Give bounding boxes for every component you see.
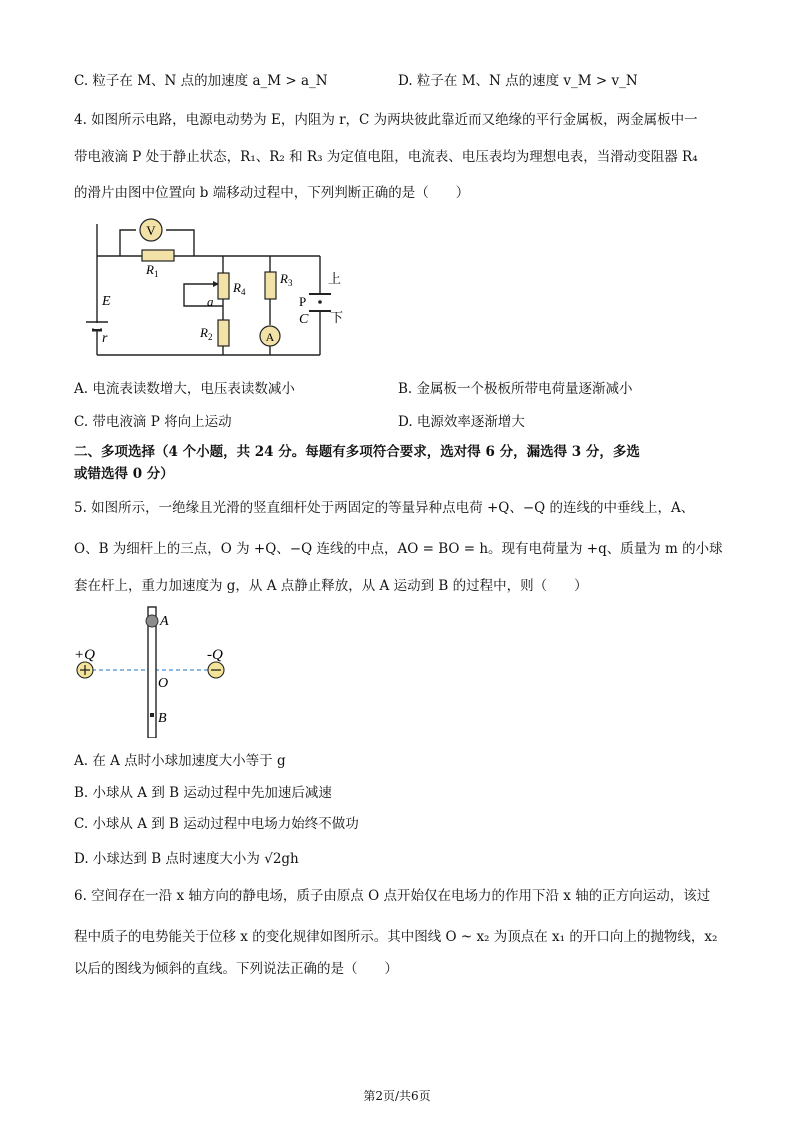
ammeter-label: A [265, 330, 275, 344]
q3-option-d: D. 粒子在 M、N 点的速度 v_M > v_N [398, 73, 638, 89]
internal-resistance-label: r [102, 331, 108, 346]
page-number-footer: 第2页/共6页 [363, 1089, 431, 1103]
upper-plate-label: 上 [328, 271, 342, 286]
r2-resistor [218, 320, 229, 346]
q5-option-b: B. 小球从 A 到 B 运动过程中先加速后减速 [74, 785, 332, 801]
lower-plate-label: 下 [330, 310, 344, 325]
droplet-p [318, 300, 322, 304]
minus-q-label: -Q [207, 647, 223, 663]
q5-option-a: A. 在 A 点时小球加速度大小等于 g [74, 753, 286, 769]
point-b-label: B [158, 711, 167, 726]
q4-option-a: A. 电流表读数增大，电压表读数减小 [74, 381, 295, 397]
q6-stem-line1: 6. 空间存在一沿 x 轴方向的静电场，质子由原点 O 点开始仅在电场力的作用下沿 x 轴的正方向运动，该过 [74, 888, 711, 904]
r2-label: $R_2$ [200, 325, 213, 342]
q5-option-c: C. 小球从 A 到 B 运动过程中电场力始终不做功 [74, 816, 359, 832]
r3-resistor [265, 272, 276, 299]
q5-stem-line3: 套在杆上，重力加速度为 g，从 A 点静止释放，从 A 运动到 B 的过程中，则（ ） [74, 578, 588, 594]
q4-stem-line1: 4. 如图所示电路，电源电动势为 E，内阻为 r，C 为两块彼此靠近而又绝缘的平行金属板，两金属板中一 [74, 112, 698, 128]
q4-stem-line3: 的滑片由图中位置向 b 端移动过程中，下列判断正确的是（ ） [74, 185, 470, 201]
r3-label: $R_3$ [280, 271, 293, 288]
section2-heading-line1: 二、多项选择（4 个小题，共 24 分。每题有多项符合要求，选对得 6 分，漏选得 3 分，多选 [74, 444, 640, 460]
r1-label: $R_1$ [146, 262, 159, 279]
point-a-label: A [160, 614, 169, 629]
r4-label: $R_4$ [233, 280, 246, 297]
plus-q-label: +Q [74, 647, 95, 663]
r4-resistor [218, 273, 229, 299]
q5-stem-line1: 5. 如图所示，一绝缘且光滑的竖直细杆处于两固定的等量异种点电荷 +Q、−Q 的连线的中垂线上，A、 [74, 500, 695, 516]
q4-option-b: B. 金属板一个极板所带电荷量逐渐减小 [398, 381, 633, 397]
q4-option-d: D. 电源效率逐渐增大 [398, 414, 525, 430]
droplet-p-label: P [299, 294, 307, 309]
section2-heading-line2: 或错选得 0 分） [74, 466, 174, 482]
q5-stem-line2: O、B 为细杆上的三点，O 为 +Q、−Q 连线的中点，AO = BO = h。现有电荷量为 +q、质量为 m 的小球 [74, 541, 723, 557]
q4-circuit-diagram [80, 212, 350, 362]
q6-stem-line3: 以后的图线为倾斜的直线。下列说法正确的是（ ） [74, 961, 398, 977]
r1-resistor [142, 250, 174, 261]
point-o-label: O [158, 676, 169, 691]
voltmeter-label: V [146, 223, 156, 238]
emf-label: E [102, 294, 111, 309]
q5-rod-charges-diagram [70, 603, 240, 738]
q6-stem-line2: 程中质子的电势能关于位移 x 的变化规律如图所示。其中图线 O ~ x₂ 为顶点在 x₁ 的开口向上的抛物线，x₂ [74, 929, 718, 945]
q4-stem-line2: 带电液滴 P 处于静止状态，R₁、R₂ 和 R₃ 为定值电阻，电流表、电压表均为理想电表，当滑动变阻器 R₄ [74, 149, 698, 165]
q4-option-c: C. 带电液滴 P 将向上运动 [74, 414, 232, 430]
q5-option-d: D. 小球达到 B 点时速度大小为 √2gh [74, 851, 299, 867]
q3-option-c: C. 粒子在 M、N 点的加速度 a_M > a_N [74, 73, 328, 89]
slider-a-label: a [207, 294, 214, 309]
ball-icon [146, 615, 158, 627]
capacitor-label: C [299, 312, 309, 327]
